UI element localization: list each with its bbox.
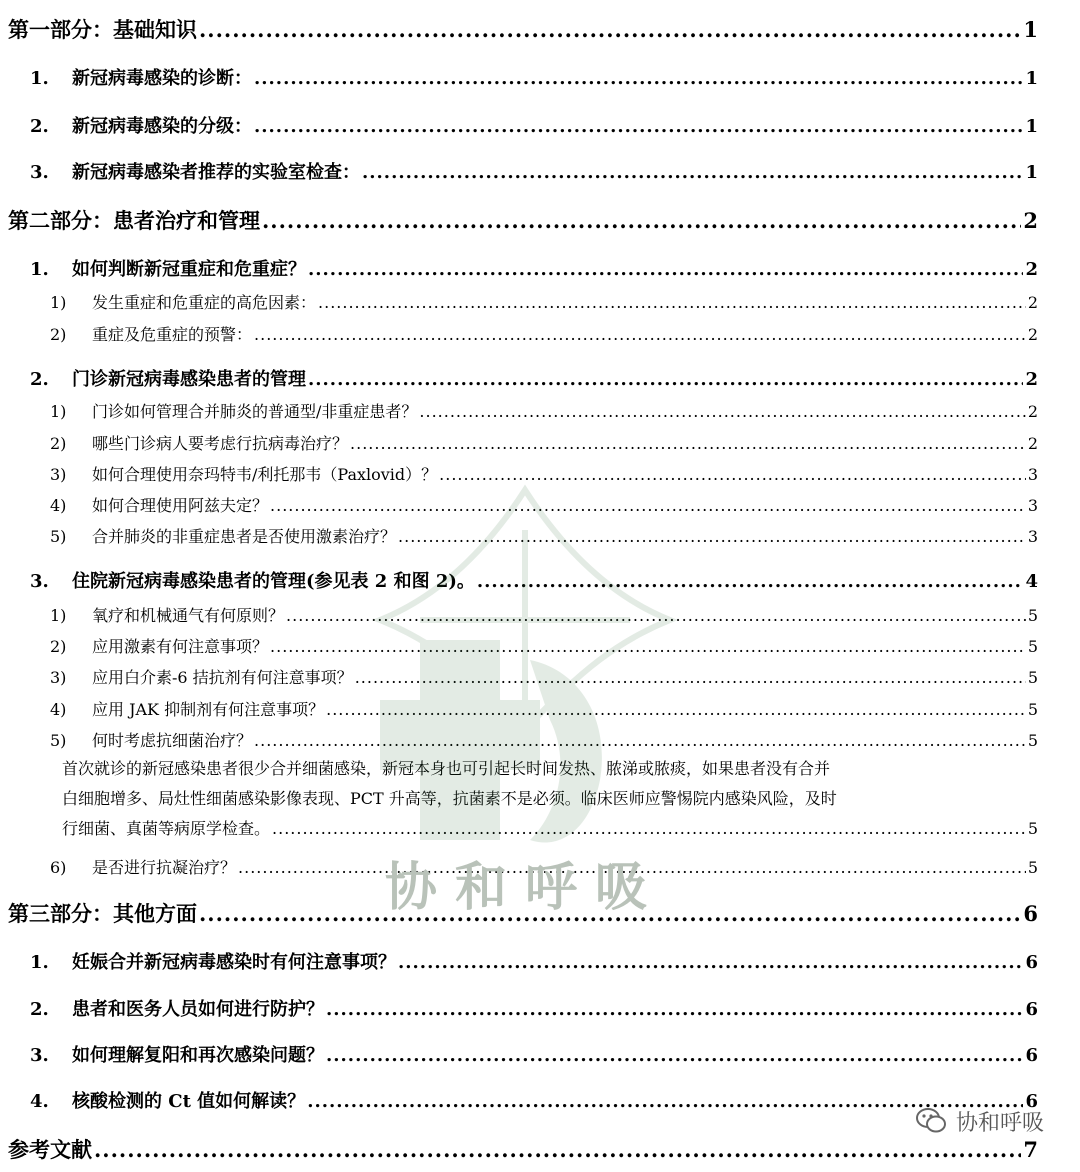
leader-dots bbox=[272, 814, 1026, 844]
toc-num: 3) bbox=[50, 465, 67, 484]
leader-dots bbox=[286, 606, 1026, 625]
toc-page: 1 bbox=[1025, 162, 1038, 183]
leader-dots bbox=[439, 465, 1026, 484]
toc-title: 妊娠合并新冠病毒感染时有何注意事项？ bbox=[72, 952, 396, 973]
toc-page: 2 bbox=[1027, 402, 1038, 421]
leader-dots bbox=[254, 731, 1026, 750]
toc-num: 3. bbox=[30, 571, 49, 592]
toc-num: 6) bbox=[50, 858, 67, 877]
toc-num: 1) bbox=[50, 293, 67, 312]
toc-title: 哪些门诊病人要考虑行抗病毒治疗？ bbox=[92, 434, 349, 453]
toc-num: 5) bbox=[50, 731, 67, 750]
toc-item-2-2-3[interactable] bbox=[50, 462, 1038, 485]
toc-title: 患者和医务人员如何进行防护？ bbox=[72, 999, 324, 1020]
toc-title: 第二部分：患者治疗和管理 bbox=[8, 208, 260, 233]
toc-item-3-3[interactable] bbox=[30, 1041, 1038, 1067]
toc-page: 2 bbox=[1027, 434, 1038, 453]
toc-item-2-3-4[interactable] bbox=[50, 697, 1038, 720]
toc-title: 如何理解复阳和再次感染问题？ bbox=[72, 1045, 324, 1066]
leader-dots bbox=[262, 208, 1021, 233]
toc-title: 第一部分：基础知识 bbox=[8, 17, 197, 42]
toc-title: 应用白介素-6 拮抗剂有何注意事项？ bbox=[92, 668, 353, 687]
leader-dots bbox=[308, 259, 1023, 280]
leader-dots bbox=[350, 434, 1026, 453]
toc-num: 1. bbox=[30, 68, 49, 89]
leader-dots bbox=[362, 162, 1023, 183]
toc-item-2-3-1[interactable] bbox=[50, 603, 1038, 626]
toc-num: 1. bbox=[30, 259, 49, 280]
toc-page: 7 bbox=[1023, 1137, 1038, 1162]
toc-num: 1. bbox=[30, 952, 49, 973]
toc-part-1[interactable] bbox=[8, 14, 1038, 44]
watermark-text: 协和呼吸 bbox=[385, 857, 666, 918]
toc-num: 2. bbox=[30, 369, 49, 390]
toc-title: 合并肺炎的非重症患者是否使用激素治疗？ bbox=[92, 527, 397, 546]
leader-dots bbox=[270, 637, 1026, 656]
toc-page: 5 bbox=[1027, 606, 1038, 625]
toc-page: 5 bbox=[1027, 858, 1038, 877]
toc-page: 5 bbox=[1027, 819, 1038, 838]
toc-page: 6 bbox=[1025, 999, 1038, 1020]
toc-num: 1) bbox=[50, 606, 67, 625]
toc-item-2-3-5[interactable] bbox=[50, 728, 1038, 751]
toc-page: 6 bbox=[1025, 952, 1038, 973]
toc-num: 2. bbox=[30, 116, 49, 137]
toc-title: 发生重症和危重症的高危因素： bbox=[92, 293, 317, 312]
toc-page: 3 bbox=[1027, 527, 1038, 546]
paragraph-line: 白细胞增多、局灶性细菌感染影像表现、PCT 升高等，抗菌素不是必须。临床医师应警惕院内感染风险，及时 bbox=[62, 789, 837, 808]
leader-dots bbox=[199, 17, 1021, 42]
toc-num: 4) bbox=[50, 496, 67, 515]
toc-item-1-1[interactable] bbox=[30, 64, 1038, 90]
toc-title: 核酸检测的 Ct 值如何解读？ bbox=[72, 1091, 306, 1112]
toc-page: 5 bbox=[1027, 637, 1038, 656]
toc-page: 6 bbox=[1025, 1045, 1038, 1066]
toc-item-2-1[interactable] bbox=[30, 255, 1038, 281]
toc-page: 2 bbox=[1027, 325, 1038, 344]
toc-item-2-2-4[interactable] bbox=[50, 493, 1038, 516]
leader-dots bbox=[355, 668, 1026, 687]
toc-num: 4. bbox=[30, 1091, 49, 1112]
leader-dots bbox=[308, 369, 1023, 390]
toc-item-2-1-2[interactable] bbox=[50, 322, 1038, 345]
toc-title: 门诊新冠病毒感染患者的管理 bbox=[72, 369, 306, 390]
toc-item-2-3-3[interactable] bbox=[50, 665, 1038, 688]
toc-title: 住院新冠病毒感染患者的管理(参见表 2 和图 2)。 bbox=[72, 571, 475, 592]
leader-dots bbox=[326, 700, 1026, 719]
corner-label: 协和呼吸 bbox=[955, 1110, 1044, 1136]
toc-item-2-2-1[interactable] bbox=[50, 399, 1038, 422]
toc-page: 3 bbox=[1027, 465, 1038, 484]
toc-item-3-2[interactable] bbox=[30, 995, 1038, 1021]
toc-item-2-3-2[interactable] bbox=[50, 634, 1038, 657]
leader-dots bbox=[398, 527, 1026, 546]
toc-title: 新冠病毒感染的分级： bbox=[72, 116, 252, 137]
toc-page: 5 bbox=[1027, 700, 1038, 719]
toc-title: 门诊如何管理合并肺炎的普通型/非重症患者？ bbox=[92, 402, 418, 421]
toc-item-1-2[interactable] bbox=[30, 112, 1038, 138]
toc-title: 参考文献 bbox=[8, 1137, 92, 1162]
toc-title: 如何合理使用奈玛特韦/利托那韦（Paxlovid）？ bbox=[92, 465, 438, 484]
toc-num: 3) bbox=[50, 668, 67, 687]
toc-page: 5 bbox=[1027, 668, 1038, 687]
leader-dots bbox=[398, 952, 1023, 973]
paragraph-line: 首次就诊的新冠感染患者很少合并细菌感染，新冠本身也可引起长时间发热、脓涕或脓痰，如果患者没有合并 bbox=[62, 759, 831, 778]
toc-title: 第三部分：其他方面 bbox=[8, 901, 197, 926]
toc-num: 2) bbox=[50, 434, 67, 453]
toc-page: 1 bbox=[1025, 116, 1038, 137]
leader-dots bbox=[254, 325, 1026, 344]
toc-title: 如何合理使用阿兹夫定？ bbox=[92, 496, 269, 515]
toc-num: 1) bbox=[50, 402, 67, 421]
toc-title: 应用激素有何注意事项？ bbox=[92, 637, 269, 656]
toc-page: 1 bbox=[1023, 17, 1038, 42]
leader-dots bbox=[419, 402, 1025, 421]
toc-num: 3. bbox=[30, 1045, 49, 1066]
toc-page: 6 bbox=[1025, 1091, 1038, 1112]
leader-dots bbox=[270, 496, 1026, 515]
leader-dots bbox=[94, 1137, 1021, 1162]
toc-title: 如何判断新冠重症和危重症？ bbox=[72, 259, 306, 280]
toc-page: 3 bbox=[1027, 496, 1038, 515]
toc-title: 重症及危重症的预警： bbox=[92, 325, 253, 344]
toc-num: 5) bbox=[50, 527, 67, 546]
toc-num: 2) bbox=[50, 325, 67, 344]
leader-dots bbox=[318, 293, 1026, 312]
toc-paragraph[interactable] bbox=[62, 754, 1038, 844]
toc-page: 6 bbox=[1023, 901, 1038, 926]
toc-page: 2 bbox=[1025, 259, 1038, 280]
toc-item-3-4[interactable] bbox=[30, 1087, 1038, 1113]
toc-page: 2 bbox=[1025, 369, 1038, 390]
leader-dots bbox=[477, 571, 1024, 592]
toc-num: 2. bbox=[30, 999, 49, 1020]
toc-references[interactable] bbox=[8, 1134, 1038, 1164]
corner-logo bbox=[914, 1104, 1044, 1138]
toc-title: 氧疗和机械通气有何原则？ bbox=[92, 606, 285, 625]
toc-page: 2 bbox=[1023, 208, 1038, 233]
toc-num: 3. bbox=[30, 162, 49, 183]
toc-item-2-3[interactable] bbox=[30, 567, 1038, 593]
toc-item-2-2-5[interactable] bbox=[50, 524, 1038, 547]
toc-num: 2) bbox=[50, 637, 67, 656]
toc-title: 新冠病毒感染者推荐的实验室检查： bbox=[72, 162, 360, 183]
toc-num: 4) bbox=[50, 700, 67, 719]
paragraph-line: 行细菌、真菌等病原学检查。 bbox=[62, 819, 271, 838]
toc-item-3-1[interactable] bbox=[30, 948, 1038, 974]
toc-title: 何时考虑抗细菌治疗？ bbox=[92, 731, 253, 750]
toc-part-2[interactable] bbox=[8, 205, 1038, 235]
toc-page: 5 bbox=[1027, 731, 1038, 750]
toc-item-2-1-1[interactable] bbox=[50, 290, 1038, 313]
toc-title: 应用 JAK 抑制剂有何注意事项？ bbox=[92, 700, 325, 719]
leader-dots bbox=[326, 999, 1023, 1020]
wechat-chat-icon bbox=[914, 1104, 948, 1138]
toc-item-1-3[interactable] bbox=[30, 158, 1038, 184]
leader-dots bbox=[326, 1045, 1023, 1066]
toc-page: 1 bbox=[1025, 68, 1038, 89]
toc-page: 2 bbox=[1027, 293, 1038, 312]
leader-dots bbox=[254, 116, 1023, 137]
toc-page: 4 bbox=[1025, 571, 1038, 592]
toc-item-2-2-2[interactable] bbox=[50, 431, 1038, 454]
leader-dots bbox=[254, 68, 1023, 89]
toc-title: 新冠病毒感染的诊断： bbox=[72, 68, 252, 89]
toc-item-2-2[interactable] bbox=[30, 365, 1038, 391]
toc-title: 是否进行抗凝治疗？ bbox=[92, 858, 237, 877]
